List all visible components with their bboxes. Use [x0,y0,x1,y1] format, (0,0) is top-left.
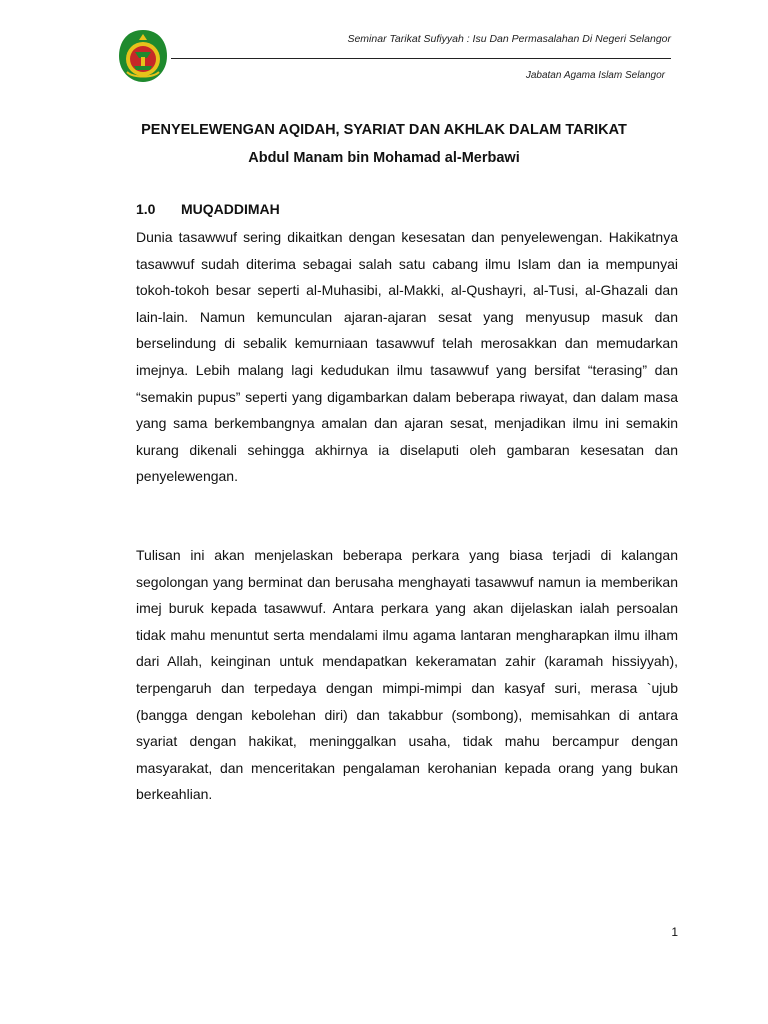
section-heading [136,201,280,217]
section-number: 1.0 [136,201,156,217]
body-paragraph: Dunia tasawwuf sering dikaitkan dengan kesesatan dan penyelewengan. Hakikatnya tasawwuf sudah diterima sebagai salah satu cabang ilmu Islam dan ia mempunyai tokoh-tokoh besar seperti al-Muhasibi, al-Makki, al-Qushayri, al-Tusi, al-Ghazali dan lain-lain. Namun kemunculan ajaran-ajaran sesat yang menyusup masuk dan berselindung di sebalik kemurniaan tasawwuf telah merosakkan dan memudarkan imejnya. Lebih malang lagi kedudukan ilmu tasawwuf yang bersifat “terasing” dan “semakin pupus” seperti yang digambarkan dalam beberapa riwayat, dan dalam masa yang sama berkembangnya amalan dan ajaran sesat, menjadikan ilmu ini semakin kurang dikenali sehingga akhirnya ia diselaputi oleh gambaran kesesatan dan penyelewengan. [136,229,678,485]
seminar-title: Seminar Tarikat Sufiyyah : Isu Dan Permasalahan Di Negeri Selangor [347,33,671,45]
department-name: Jabatan Agama Islam Selangor [525,70,665,81]
section-title: MUQADDIMAH [181,201,280,217]
page-number: 1 [671,925,678,939]
body-paragraph: Tulisan ini akan menjelaskan beberapa perkara yang biasa terjadi di kalangan segolongan yang berminat dan berusaha menghayati tasawwuf namun ia memberikan imej buruk kepada tasawwuf. Antara perkara yang akan dijelaskan ialah persoalan tidak mahu menuntut serta mendalami ilmu agama lantaran mengharapkan ilmu ilham dari Allah, keinginan untuk mendapatkan kekeramatan zahir (karamah hissiyyah), terpengaruh dan terpedaya dengan mimpi-mimpi dan kasyaf suri, merasa `ujub (bangga dengan kebolehan diri) dan takabbur (sombong), memisahkan di antara syariat dengan hakikat, meninggalkan usaha, tidak mahu bercampur dengan masyarakat, dan menceritakan pengalaman kerohanian kepada orang yang bukan berkeahlian. [136,547,678,803]
document-title: PENYELEWENGAN AQIDAH, SYARIAT DAN AKHLAK DALAM TARIKAT [141,122,627,138]
crest-logo-icon [117,28,169,84]
header-divider [171,58,671,59]
document-author: Abdul Manam bin Mohamad al-Merbawi [248,150,520,166]
